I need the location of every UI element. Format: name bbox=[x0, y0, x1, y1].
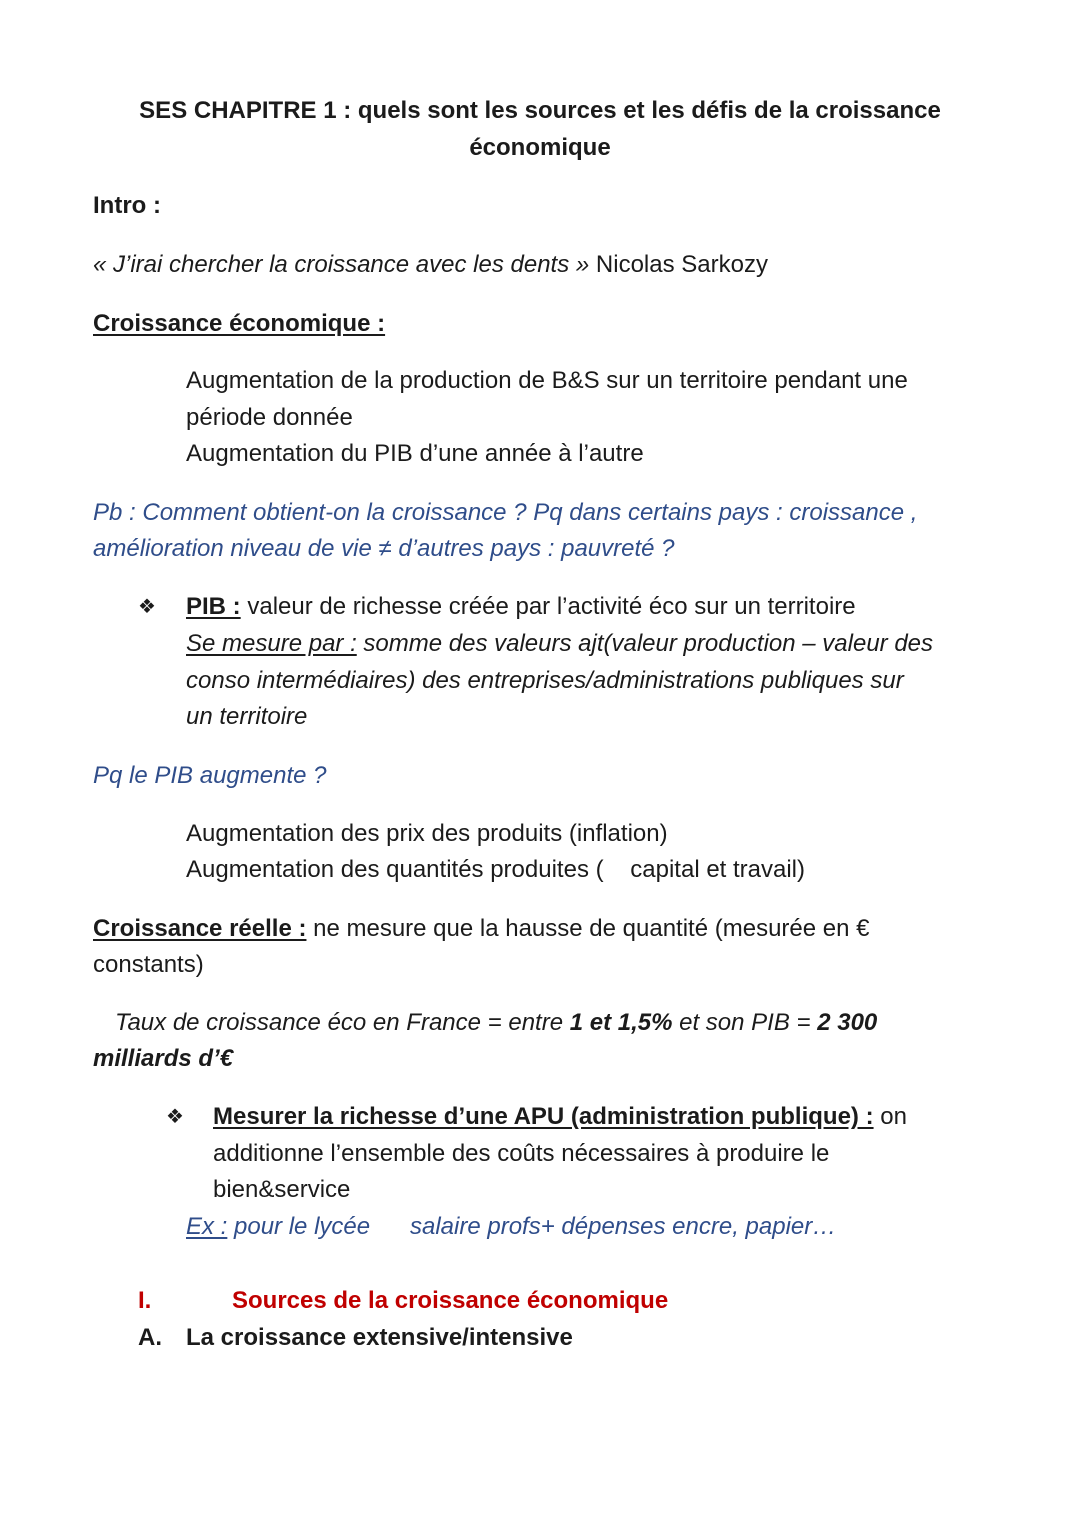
taux-part-1: Taux de croissance éco en France = entre bbox=[115, 1009, 570, 1036]
problem-line-2: amélioration niveau de vie ≠ d’autres pays : pauvreté ? bbox=[93, 535, 675, 562]
quote-text: « J’irai chercher la croissance avec les dents » bbox=[93, 251, 590, 278]
croissance-def-1b: période donnée bbox=[186, 404, 353, 431]
subsection-number: A. bbox=[138, 1324, 162, 1351]
quote-author: Nicolas Sarkozy bbox=[589, 251, 768, 278]
taux-bold-2: 2 300 bbox=[817, 1009, 878, 1036]
reelle-def-1: ne mesure que la hausse de quantité (mesurée en € bbox=[306, 915, 870, 942]
pib-definition bbox=[186, 588, 856, 625]
pq-item-1: Augmentation des prix des produits (inflation) bbox=[186, 820, 668, 847]
reelle-line-2: constants) bbox=[93, 951, 204, 978]
croissance-def-2: Augmentation du PIB d’une année à l’autre bbox=[186, 440, 644, 467]
apu-example bbox=[186, 1208, 370, 1245]
apu-line-1 bbox=[213, 1098, 907, 1135]
section-number: I. bbox=[138, 1287, 152, 1314]
taux-bold-1: 1 et 1,5% bbox=[569, 1009, 673, 1036]
reelle-line-1 bbox=[93, 910, 869, 947]
taux-line-1 bbox=[115, 1004, 877, 1041]
pq-item-2: Augmentation des quantités produites ( capital et travail) bbox=[186, 856, 806, 883]
reelle-term: Croissance réelle : bbox=[93, 915, 307, 942]
apu-def-1: on bbox=[873, 1103, 907, 1130]
pib-def: valeur de richesse créée par l’activité éco sur un territoire bbox=[240, 593, 856, 620]
taux-line-2: milliards d’€ bbox=[93, 1045, 234, 1072]
pib-measure-1: somme des valeurs ajt(valeur production – valeur des bbox=[356, 630, 934, 657]
problem-line-1: Pb : Comment obtient-on la croissance ? Pq dans certains pays : croissance , bbox=[93, 499, 918, 526]
title-line-2: économique bbox=[469, 134, 611, 161]
title-line-1: SES CHAPITRE 1 : quels sont les sources et les défis de la croissance bbox=[139, 97, 941, 124]
pib-measure-label: Se mesure par : bbox=[186, 630, 357, 657]
page-title bbox=[0, 92, 1080, 166]
apu-line-3: bien&service bbox=[213, 1176, 351, 1203]
croissance-def-1: Augmentation de la production de B&S sur un territoire pendant une bbox=[186, 367, 908, 394]
pq-question: Pq le PIB augmente ? bbox=[93, 762, 327, 789]
diamond-bullet-icon: ❖ bbox=[166, 1106, 184, 1128]
croissance-heading: Croissance économique : bbox=[93, 310, 386, 337]
diamond-bullet-icon: ❖ bbox=[138, 596, 156, 618]
pib-measure-line-3: un territoire bbox=[186, 703, 308, 730]
pib-term: PIB : bbox=[186, 593, 241, 620]
intro-heading: Intro : bbox=[93, 192, 161, 219]
taux-part-2: et son PIB = bbox=[672, 1009, 818, 1036]
example-label: Ex : bbox=[186, 1213, 228, 1240]
subsection-title: La croissance extensive/intensive bbox=[186, 1324, 573, 1351]
pib-measure-line-2: conso intermédiaires) des entreprises/administrations publiques sur bbox=[186, 667, 904, 694]
apu-line-2: additionne l’ensemble des coûts nécessaires à produire le bbox=[213, 1140, 830, 1167]
apu-term: Mesurer la richesse d’une APU (administration publique) : bbox=[213, 1103, 874, 1130]
pib-measure-line-1 bbox=[186, 625, 933, 662]
section-title: Sources de la croissance économique bbox=[232, 1287, 669, 1314]
example-text: pour le lycée bbox=[227, 1213, 371, 1240]
intro-quote-line bbox=[93, 246, 768, 283]
apu-example-detail: salaire profs+ dépenses encre, papier… bbox=[410, 1213, 837, 1240]
